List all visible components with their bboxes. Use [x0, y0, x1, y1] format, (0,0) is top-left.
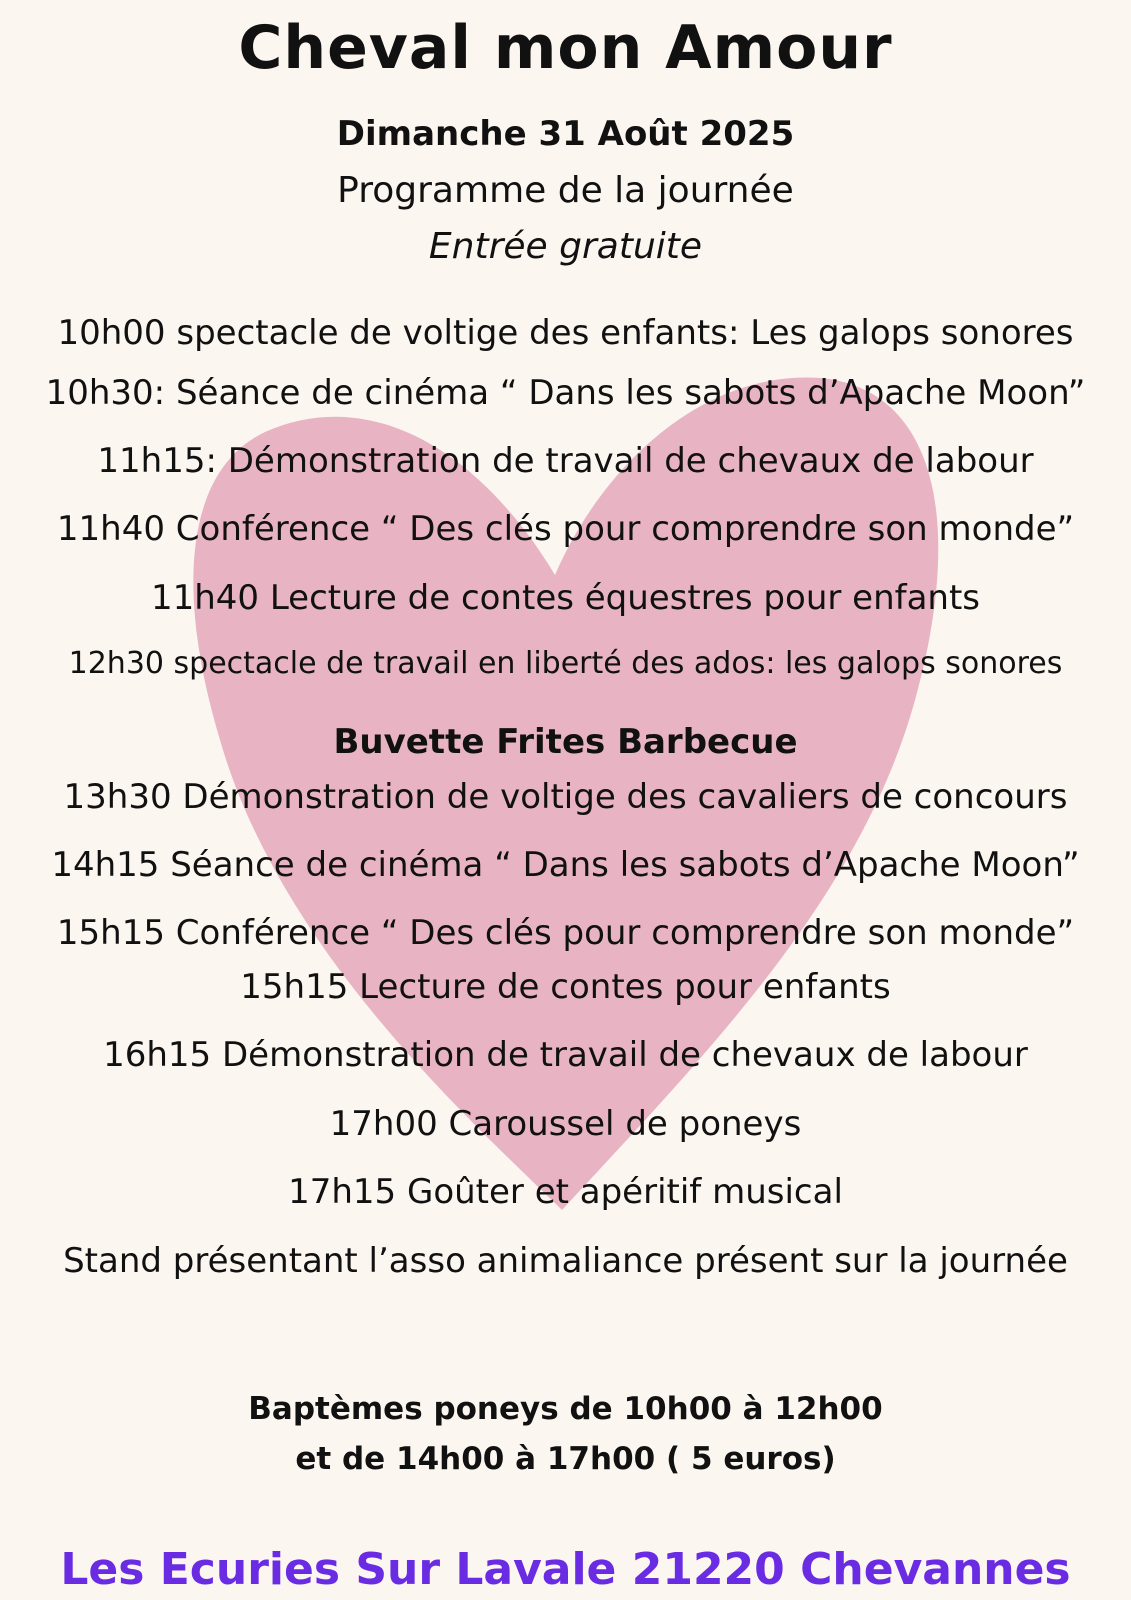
schedule-item: 10h30: Séance de cinéma “ Dans les sabots d’Apache Moon”	[45, 373, 1086, 413]
schedule-item: 14h15 Séance de cinéma “ Dans les sabots d’Apache Moon”	[51, 845, 1080, 885]
schedule-item: 11h15: Démonstration de travail de chevaux de labour	[97, 441, 1034, 481]
schedule-item: 11h40 Lecture de contes équestres pour enfants	[150, 578, 981, 618]
free-entry-note: Entrée gratuite	[428, 226, 703, 267]
venue-footer: Les Ecuries Sur Lavale 21220 Chevannes	[60, 1544, 1071, 1595]
bapteme-line-2: et de 14h00 à 17h00 ( 5 euros)	[295, 1441, 836, 1477]
schedule-item: 11h40 Conférence “ Des clés pour comprendre son monde”	[56, 509, 1075, 549]
schedule-item: 17h00 Caroussel de poneys	[329, 1104, 802, 1144]
bapteme-line-1: Baptèmes poneys de 10h00 à 12h00	[248, 1391, 883, 1427]
schedule-item: 13h30 Démonstration de voltige des cavaliers de concours	[63, 777, 1068, 817]
program-subtitle: Programme de la journée	[337, 170, 794, 211]
event-date: Dimanche 31 Août 2025	[336, 114, 795, 154]
schedule-item: 15h15 Conférence “ Des clés pour comprendre son monde”	[56, 913, 1075, 953]
schedule-item: 10h00 spectacle de voltige des enfants: Les galops sonores	[57, 313, 1074, 353]
schedule-item: 17h15 Goûter et apéritif musical	[288, 1172, 843, 1212]
buvette-heading: Buvette Frites Barbecue	[333, 722, 798, 762]
schedule-item: Stand présentant l’asso animaliance présent sur la journée	[63, 1241, 1068, 1281]
schedule-item: 12h30 spectacle de travail en liberté des ados: les galops sonores	[68, 646, 1063, 681]
schedule-item: 15h15 Lecture de contes pour enfants	[240, 967, 891, 1007]
schedule-item: 16h15 Démonstration de travail de chevaux de labour	[103, 1035, 1028, 1075]
event-title: Cheval mon Amour	[238, 13, 893, 83]
